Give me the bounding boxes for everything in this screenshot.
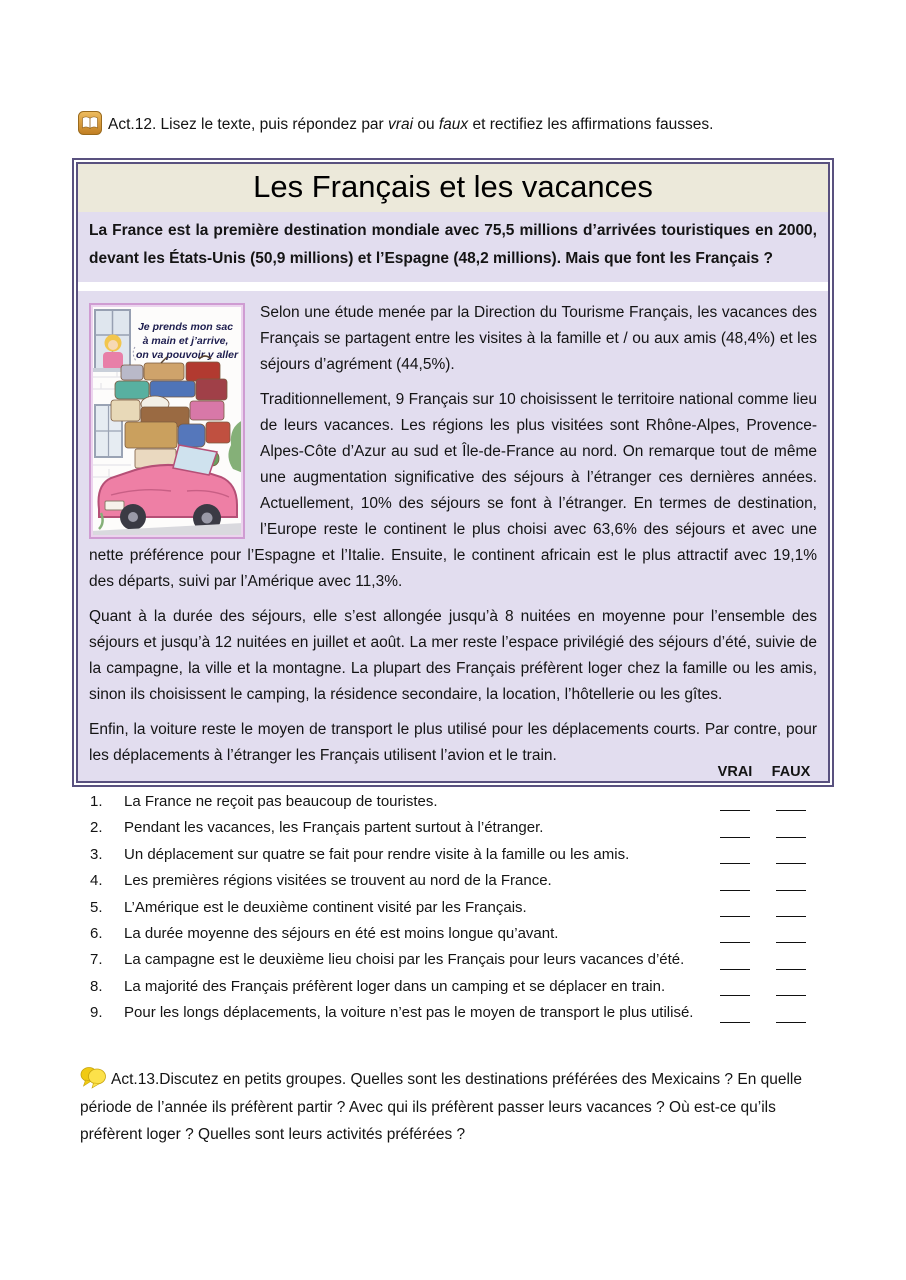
act13-text: Act.13.Discutez en petits groupes. Quelles sont les destinations préférées des Mexicains ? En quelle période de l’année ils préfèrent partir ? Avec qui ils préfèrent passer leurs vacances ? Où est-ce qu’ils préfèrent loger ? Quelles sont leurs activités préférées ? [80,1071,802,1143]
item-number: 3. [90,845,103,863]
article-body [78,291,828,781]
vrai-blank[interactable] [720,890,750,891]
article-intro: La France est la première destination mondiale avec 75,5 millions d’arrivées touristiques en 2000, devant les États-Unis (50,9 millions) et l’Espagne (48,2 millions). Mais que font les Français ? [78,212,828,282]
act12-text-suffix: et rectifiez les affirmations fausses. [468,116,714,133]
article-paragraph-4: Enfin, la voiture reste le moyen de transport le plus utilisé pour les déplacements courts. Par contre, pour les déplacements à l’étranger les Français utilisent l’avion et le train. [89,721,817,764]
item-statement: La majorité des Français préfèrent loger dans un camping et se déplacer en train. [124,977,666,995]
item-number: 2. [90,819,103,837]
act12-faux-word: faux [438,116,469,133]
quiz-row-3 [90,842,814,868]
act13-instruction [80,1066,832,1149]
article-title: Les Français et les vacances [78,164,828,212]
faux-blank[interactable] [776,969,806,970]
faux-blank[interactable] [776,942,806,943]
faux-blank[interactable] [776,1022,806,1023]
license-plate [105,501,124,510]
vrai-faux-quiz [90,764,814,1027]
vrai-blank[interactable] [720,942,750,943]
item-statement: Pour les longs déplacements, la voiture n’est pas le moyen de transport le plus utilisé. [124,1004,694,1022]
article-paragraph-2: Traditionnellement, 9 Français sur 10 choisissent le territoire national comme lieu de leurs vacances. Les régions les plus visitées sont Rhône-Alpes, Provence-Alpes-Côte d’Azur au sud et Île-de-France au nord. On remarque tout de même une augmentation significative des séjours à l’étranger ces dernières années. Actuellement, 10% des séjours se font à l’étranger. En termes de destination, l’Europe reste le continent le plus choisi avec 63,6% des séjours et avec une nette préférence pour l’Espagne et l’Italie. Ensuite, le continent africain est le plus attractif avec 19,1% des départs, suivi par l’Amérique avec 11,3%. [89,391,817,590]
vrai-blank[interactable] [720,810,750,811]
faux-blank[interactable] [776,863,806,864]
item-number: 1. [90,793,103,810]
item-statement: Les premières régions visitées se trouvent au nord de la France. [124,872,552,890]
quiz-row-5 [90,895,814,921]
quiz-row-9 [90,1000,814,1026]
quiz-row-8 [90,974,814,1000]
act12-text-middle: ou [413,116,439,133]
vrai-blank[interactable] [720,837,750,838]
quiz-row-2 [90,815,814,841]
item-number: 7. [90,951,103,969]
quiz-header [90,764,814,780]
vrai-blank[interactable] [720,969,750,970]
open-book-icon [78,111,102,135]
vacation-car-cartoon [89,303,245,539]
item-number: 6. [90,924,103,942]
item-number: 5. [90,898,103,916]
faux-blank[interactable] [776,995,806,996]
woman-pink-top [103,352,123,370]
item-number: 9. [90,1004,103,1022]
article-box [72,158,834,787]
item-number: 8. [90,977,103,995]
quiz-row-4 [90,868,814,894]
act12-vrai-word: vrai [388,116,414,133]
quiz-row-7 [90,947,814,973]
faux-blank[interactable] [776,890,806,891]
vrai-column-header: VRAI [717,764,753,780]
quiz-row-1 [90,789,814,815]
vrai-blank[interactable] [720,1022,750,1023]
quiz-row-6 [90,921,814,947]
article-paragraph-3: Quant à la durée des séjours, elle s’est allongée jusqu’à 8 nuitées en moyenne pour l’ensemble des séjours et jusqu’à 12 nuitées en juillet et août. La mer reste l’espace privilégié des séjours d’été, suivie de la campagne, la ville et la montagne. La plupart des Français préfèrent loger chez la famille ou les amis, sinon ils choisissent le camping, la résidence secondaire, la location, l’hôtellerie ou les gîtes. [89,608,817,703]
act12-instruction [78,111,868,138]
speech-bubbles-icon [80,1066,106,1089]
item-statement: Un déplacement sur quatre se fait pour rendre visite à la famille ou les amis. [124,845,630,863]
faux-blank[interactable] [776,916,806,917]
vacation-car-cartoon-drawing [91,305,243,537]
item-statement: La campagne est le deuxième lieu choisi par les Français pour leurs vacances d’été. [124,951,685,969]
item-statement: La durée moyenne des séjours en été est moins longue qu’avant. [124,924,559,942]
faux-blank[interactable] [776,837,806,838]
item-number: 4. [90,872,103,890]
item-statement: Pendant les vacances, les Français partent surtout à l’étranger. [124,819,544,837]
article-paragraph-1: Selon une étude menée par la Direction du Tourisme Français, les vacances des Français se partagent entre les visites à la famille et / ou aux amis (48,4%) et les séjours d’agrément (44,5%). [260,304,817,373]
speech-text: Je prends mon sac à main et j’arrive, on va pouvoir y aller [135,321,239,361]
vrai-blank[interactable] [720,863,750,864]
window-with-woman [93,310,133,372]
item-statement: L’Amérique est le deuxième continent visité par les Français. [124,898,527,916]
item-statement: La France ne reçoit pas beaucoup de touristes. [124,793,438,810]
vrai-blank[interactable] [720,916,750,917]
faux-column-header: FAUX [771,764,811,780]
faux-blank[interactable] [776,810,806,811]
vrai-blank[interactable] [720,995,750,996]
act12-text-prefix: Act.12. Lisez le texte, puis répondez par [108,116,389,133]
